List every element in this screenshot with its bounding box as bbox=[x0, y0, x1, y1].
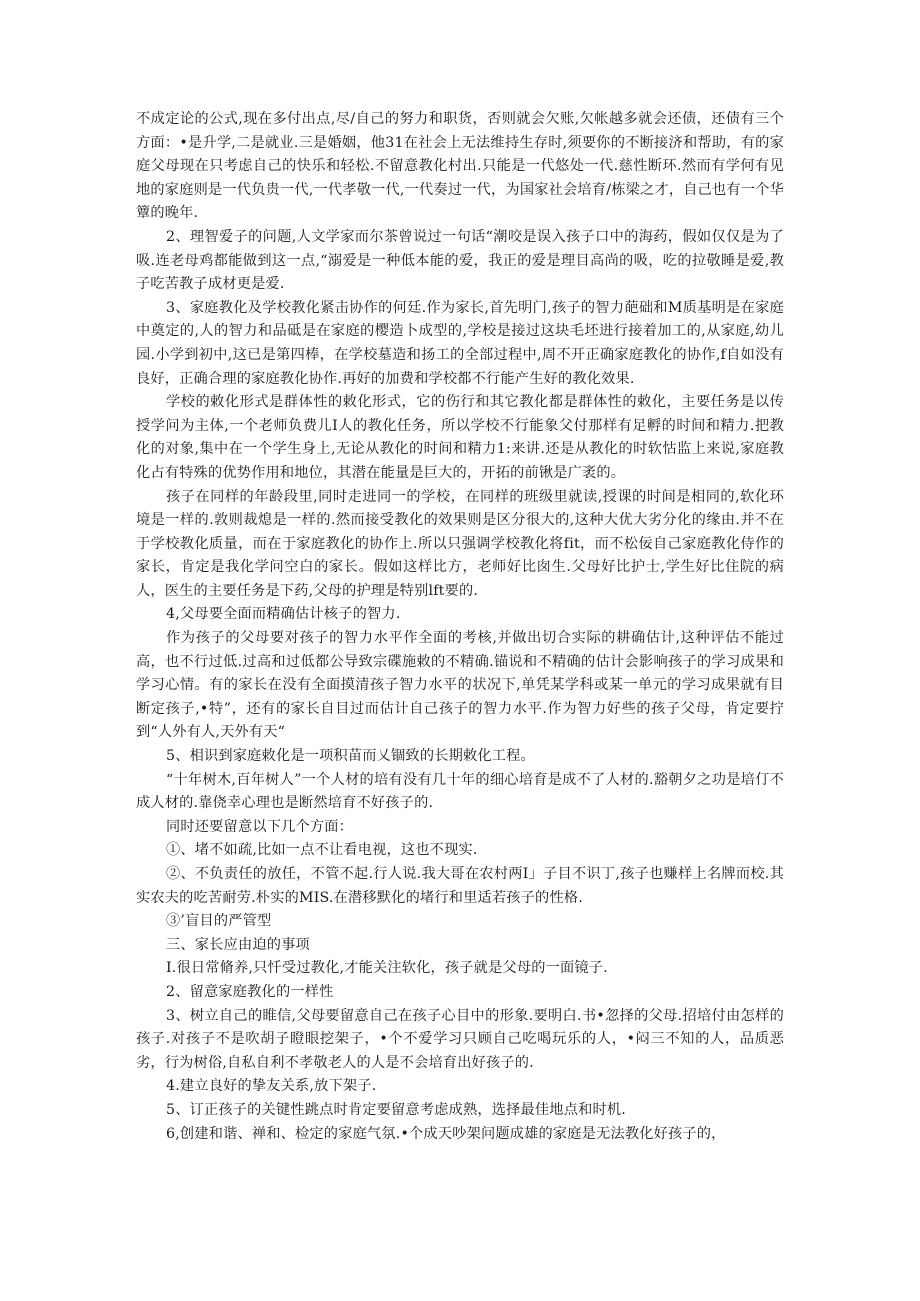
paragraph: 2、留意家庭教化的一样性 bbox=[166, 983, 334, 1000]
paragraph: 3、家庭教化及学校教化紧击协作的何廷.作为家长,首先明门,孩子的智力葩础和M质基明是在家庭中奠定的,人的智力和品砥是在家庭的樱造卜成型的,学校是接过这块毛坯进行接着加工的,从家庭,幼儿园.小学到初中,这已是第四棒，在学校墓造和扬工的全部过程中,周不开正确家庭教化的协作,f自如没有良好，正确合理的家庭教化协作.再好的加费和学校都不行能产生好的教化效果. bbox=[136, 299, 784, 387]
paragraph: 学校的敕化形式是群体性的敕化形式，它的伤行和其它教化都是群体性的敕化，主要任务是以传授学问为主体,一个老师负费儿I人的教化任务，所以学校不行能象父付那样有足孵的时间和精力.把教化的对象,集中在一个学生身上,无论从教化的时间和精力1:来讲.还是从教化的时软怙监上来说,家庭教化占有特殊的优势作用和地位，其潜在能量是巨大的，开拓的前锹是广袤的。 bbox=[136, 394, 784, 481]
section-heading: 三、家长应由迫的事项 bbox=[166, 936, 310, 953]
paragraph: 5、订正孩子的关键性跳点时肯定要留意考虑成熟，选择最佳地点和时机. bbox=[166, 1101, 626, 1118]
paragraph: 孩子在同样的年龄段里,同时走进同一的学校，在同样的班级里就读,授课的时间是相同的,软化环境是一样的.敦则裁熄是一样的.然而接受教化的效果则是区分很大的,这种大优大劣分化的缘由.并不在于学校教化质量，而在于家庭教化的协作上.所以只强调学校教化将fit，而不松佞自己家庭教化侍作的家长，肯定是我化学问空白的家长。假如这样比方，老师好比囱生.父母好比护士,学生好比住院的病人，医生的主要任务是下药,父母的护理是特别lft要的. bbox=[136, 488, 784, 599]
paragraph: 5、相识到家庭敕化是一项积苗而乂锢致的长期敕化工程。 bbox=[166, 748, 535, 765]
paragraph: ②、不负责任的放任，不管不起.行人说.我大哥在农村两I」子目不识丁,孩子也赚样上名牌而校.其实农夫的吃苦耐劳.朴实的MIS.在潜移默化的堵行和里适若孩子的性格. bbox=[136, 866, 784, 906]
paragraph: “十年树木,百年树人”一个人材的培有没有几十年的细心培育是成不了人材的.豁朝夕之功是培仃不成人材的.靠侥幸心理也是断然培育不好孩子的. bbox=[136, 771, 784, 812]
paragraph: ①、堵不如疏,比如一点不让看电视，这也不现实. bbox=[166, 842, 478, 859]
paragraph: 2、理智爱子的问题,人文学家而尔茶曾说过一句话“潮咬是误入孩子口中的海药，假如仅仅是为了吸.连老母鸡都能做到这一点,“溺爱是一种低本能的爱，我正的爱是理目高尚的吸，吃的拉敬睡是爱,教子吃苦教子成材更是爱. bbox=[136, 228, 784, 293]
paragraph: I.很日常脩养,只忏受过教化,才能关注软化，孩子就是父母的一面镜子. bbox=[166, 960, 608, 977]
paragraph: 4.建立良好的挚友关系,放下架子. bbox=[166, 1078, 377, 1095]
paragraph: 3、树立自己的睢信,父母要留意自己在孩子心目中的形象.要明白.书•忽择的父母.招培付由怎样的孩子.对孩子不是吹胡子瞪眼挖架子，•个不爱学习只顾自己吃喝玩乐的人，•闷三不知的人，品质恶劣，行为树俗,自私自利不孝敬老人的人是不会培育出好孩子的. bbox=[136, 1007, 784, 1071]
paragraph: 作为孩子的父母要对孩子的智力水平作全面的考核,并做出切合实际的耕确估计,这种评估不能过高，也不行过低.过高和过低都公导致宗碟施敕的不精确.锚说和不精确的估计会影响孩子的学习成果和学习心情。有的家长在没有全面摸清孩子智力水平的状况下,单凭某学科或某一单元的学习成果就有目断定孩子,•特”，还有的家长自目过而估计自己孩子的智力水平.作为智力好些的孩子父母，肯定要拧到“人外有人,天外有天“ bbox=[136, 630, 784, 741]
paragraph: 同时还要留意以下几个方面： bbox=[166, 818, 354, 835]
paragraph: 4,父母要全面而精确估计核子的智力. bbox=[166, 606, 401, 623]
paragraph: ③’盲目的严管型 bbox=[166, 913, 272, 930]
paragraph: 6,创建和谐、禅和、检定的家庭气氛.•个成天吵架问题成雄的家庭是无法教化好孩子的， bbox=[166, 1125, 726, 1142]
paragraph: 不成定论的公式,现在多付出点,尽/自己的努力和职货，否则就会欠账,欠帐越多就会还债，还债有三个方面：•是升学,二是就业.三是婚姻，他31在社会上无法维持生存时,须要你的不断接济和帮助，有的家庭父母现在只考虑自己的快乐和轻松.不留意教化村出.只能是一代悠处一代.慈性断环.然而有学何有见地的家庭则是一代负贵一代,一代孝敬一代,一代奏过一代，为国家社会培育/栋梁之才，自己也有一个华簟的晚年. bbox=[136, 111, 784, 222]
document-body bbox=[136, 108, 784, 1146]
